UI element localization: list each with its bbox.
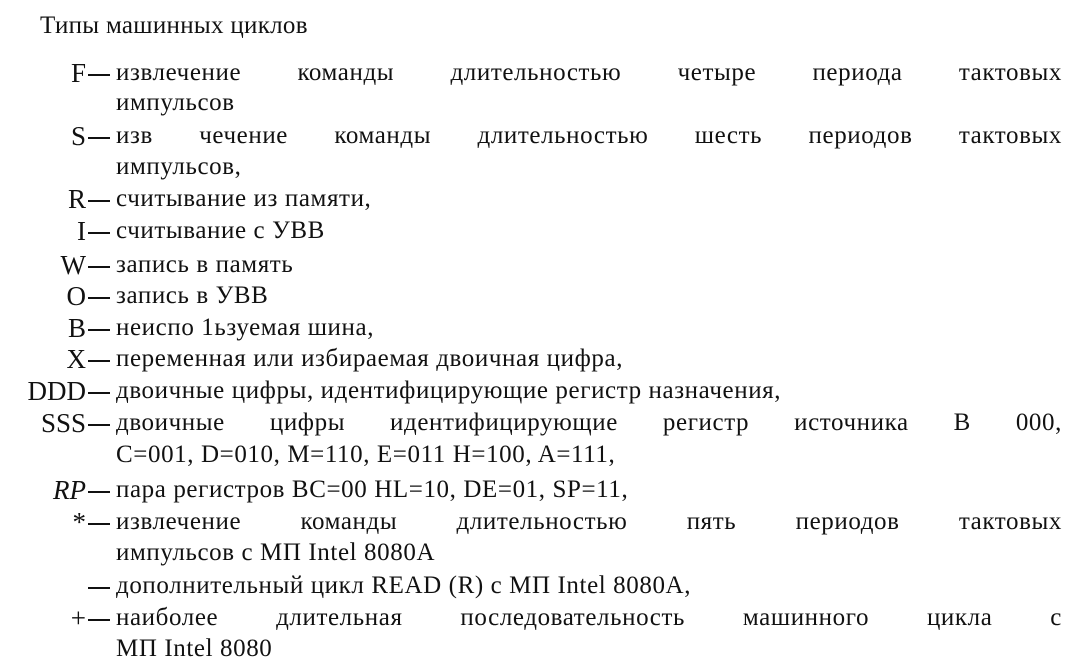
list-item-s-cont [0, 152, 1086, 186]
entry-text: неиспо 1ьзуемая шина, [116, 314, 375, 341]
entry-symbol: DDD [27, 376, 86, 406]
entry-text-continued: импульсов, [116, 153, 242, 180]
list-item-f [0, 58, 1086, 92]
entry-symbol: + [70, 603, 86, 633]
entry-text-continued: импульсов с МП Intel 8080A [116, 539, 436, 566]
entry-text: изв чечение команды длительностью шесть периодов тактовых [116, 122, 1062, 149]
em-dash [88, 408, 112, 438]
entry-text: считывание из памяти, [116, 185, 372, 212]
em-dash [88, 344, 112, 374]
list-item-s [0, 121, 1086, 155]
entry-text: наиболее длительная последовательность машинного цикла с [116, 604, 1062, 631]
em-dash [88, 475, 112, 505]
em-dash [88, 571, 112, 601]
list-item-ddd [0, 376, 1086, 410]
list-item-i [0, 216, 1086, 250]
entry-text: двоичные цифры, идентифицирующие регистр назначения, [116, 377, 782, 404]
em-dash [88, 281, 112, 311]
entry-symbol: S [70, 121, 86, 151]
entry-text: двоичные цифры идентифицирующие регистр источника В 000, [116, 409, 1062, 436]
em-dash [88, 603, 112, 633]
entry-text: считывание с УВВ [116, 217, 325, 244]
em-dash [88, 121, 112, 151]
entry-symbol: I [77, 216, 86, 246]
entry-symbol: X [66, 344, 86, 374]
list-item-o [0, 281, 1086, 315]
entry-text-continued: С=001, D=010, M=110, E=011 H=100, A=111, [116, 441, 616, 468]
entry-text-continued: импульсов [116, 89, 235, 116]
list-item-x [0, 344, 1086, 378]
entry-text: переменная или избираемая двоичная цифра, [116, 345, 624, 372]
entry-symbol: SSS [40, 408, 86, 438]
page-title: Типы машинных циклов [40, 12, 308, 39]
list-item-f-cont [0, 88, 1086, 122]
list-item-read [0, 571, 1086, 605]
em-dash [88, 376, 112, 406]
entry-text: пара регистров BC=00 HL=10, DE=01, SP=11, [116, 476, 629, 503]
entry-symbol: F [70, 58, 86, 88]
entry-symbol: B [67, 313, 86, 343]
em-dash [88, 184, 112, 214]
em-dash [88, 507, 112, 537]
entry-symbol: W [60, 250, 86, 280]
entry-symbol: * [72, 507, 86, 537]
list-item-plus-cont [0, 634, 1086, 668]
list-item-rp [0, 475, 1086, 509]
entry-text: извлечение команды длительностью пять периодов тактовых [116, 508, 1062, 535]
entry-text-continued: МП Intel 8080 [116, 635, 273, 662]
em-dash [88, 313, 112, 343]
entry-text: запись в память [116, 251, 294, 278]
list-item-sss-cont [0, 440, 1086, 474]
entry-text: дополнительный цикл READ (R) с МП Intel 8080A, [116, 572, 692, 599]
em-dash [88, 216, 112, 246]
entry-text: запись в УВВ [116, 282, 269, 309]
entry-symbol: R [67, 184, 86, 214]
entry-text: извлечение команды длительностью четыре периода тактовых [116, 59, 1062, 86]
list-item-w [0, 250, 1086, 284]
entry-symbol: RP [53, 475, 86, 505]
list-item-asterisk-cont [0, 538, 1086, 572]
list-item-b [0, 313, 1086, 347]
list-item-plus [0, 603, 1086, 637]
list-item-r [0, 184, 1086, 218]
list-item-asterisk [0, 507, 1086, 541]
entry-symbol: O [66, 281, 86, 311]
list-item-sss [0, 408, 1086, 442]
em-dash [88, 250, 112, 280]
em-dash [88, 58, 112, 88]
